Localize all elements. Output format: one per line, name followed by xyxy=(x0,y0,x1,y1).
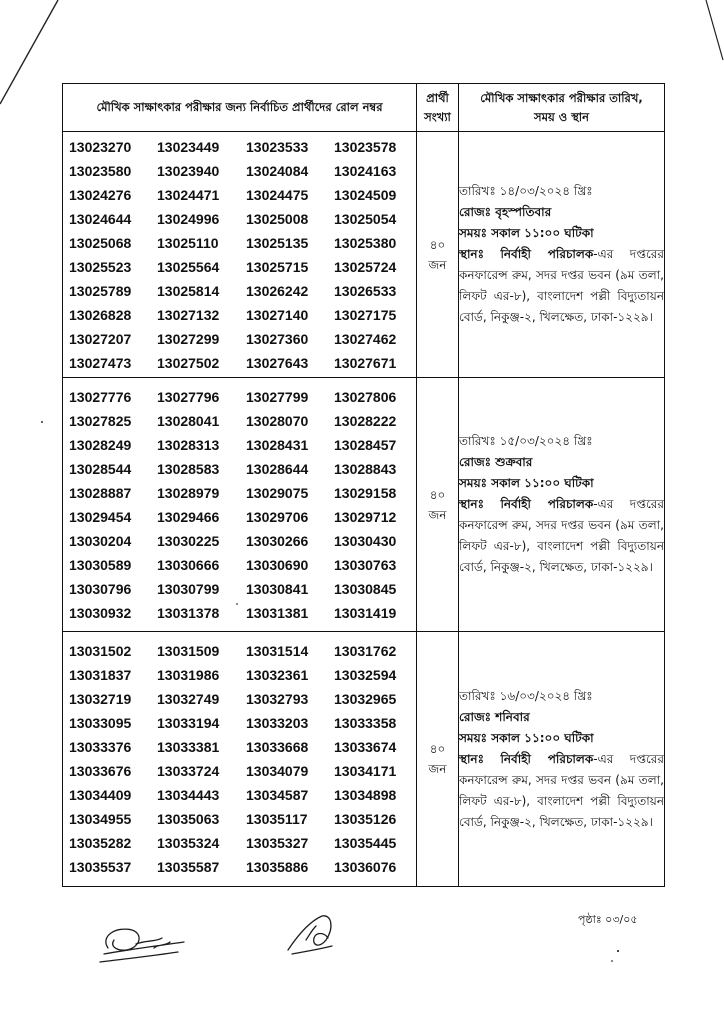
location-detail: -এর দপ্তরের কনফারেন্স রুম, সদর দপ্তর ভবন (৯ম তলা, লিফট এর-৮), বাংলাদেশ পল্লী বিদ্যুতায়ন বোর্ড, নিকুঞ্জ-২, খিলক্ষেত, ঢাকা-১২২৯। xyxy=(459,751,664,829)
roll-number: 13027473 xyxy=(69,354,132,371)
roll-number: 13028431 xyxy=(246,436,309,453)
schedule-day: রোজঃ শনিবার xyxy=(459,709,530,724)
candidate-count-cell xyxy=(417,132,459,378)
location-office: নির্বাহী পরিচালক xyxy=(500,751,594,766)
roll-number: 13035886 xyxy=(246,859,309,875)
roll-number: 13027825 xyxy=(69,412,132,429)
scan-speck xyxy=(611,960,613,962)
roll-number: 13031986 xyxy=(157,667,220,683)
scan-speck xyxy=(41,421,43,423)
schedule-day: রোজঃ বৃহস্পতিবার xyxy=(459,205,552,219)
roll-number: 13030841 xyxy=(246,580,309,597)
roll-number: 13035327 xyxy=(246,835,309,851)
roll-number: 13032793 xyxy=(246,691,309,707)
roll-number: 13025068 xyxy=(69,234,132,251)
roll-number: 13028843 xyxy=(334,460,397,477)
roll-number: 13034587 xyxy=(246,787,309,803)
roll-number: 13031762 xyxy=(334,643,397,659)
schedule-cell xyxy=(459,378,665,632)
roll-number: 13027806 xyxy=(334,388,397,405)
interview-schedule-table xyxy=(62,83,665,887)
roll-number: 13034955 xyxy=(69,811,132,827)
roll-number: 13033724 xyxy=(157,763,220,779)
header-schedule: মৌখিক সাক্ষাৎকার পরীক্ষার তারিখ, সময় ও স্থান xyxy=(459,84,665,132)
candidate-count-unit: জন xyxy=(428,507,447,522)
roll-number: 13028313 xyxy=(157,436,220,453)
roll-number: 13035445 xyxy=(334,835,397,851)
roll-number: 13036076 xyxy=(334,859,397,875)
roll-number: 13027502 xyxy=(157,354,220,371)
roll-number: 13026242 xyxy=(246,282,309,299)
roll-number: 13027799 xyxy=(246,388,309,405)
roll-number: 13027175 xyxy=(334,306,397,323)
roll-number: 13028544 xyxy=(69,460,132,477)
roll-number-grid xyxy=(63,385,416,625)
roll-number: 13034079 xyxy=(246,763,309,779)
roll-number: 13031381 xyxy=(246,604,309,621)
roll-number: 13034898 xyxy=(334,787,397,803)
roll-number: 13027360 xyxy=(246,330,309,347)
roll-number: 13027140 xyxy=(246,306,309,323)
roll-number: 13029075 xyxy=(246,484,309,501)
roll-number: 13023940 xyxy=(157,162,220,179)
schedule-location xyxy=(459,244,664,328)
candidate-count-cell xyxy=(417,378,459,632)
location-office: নির্বাহী পরিচালক xyxy=(500,497,594,511)
roll-number: 13033194 xyxy=(157,715,220,731)
group-row xyxy=(63,132,665,378)
roll-number: 13024509 xyxy=(334,186,397,203)
roll-number: 13030690 xyxy=(246,556,309,573)
roll-number: 13035063 xyxy=(157,811,220,827)
schedule-date: তারিখঃ ১৫/০৩/২০২৪ খ্রিঃ xyxy=(459,434,593,448)
roll-number: 13028070 xyxy=(246,412,309,429)
schedule-cell xyxy=(459,132,665,378)
roll-number: 13024644 xyxy=(69,210,132,227)
roll-number: 13035282 xyxy=(69,835,132,851)
roll-number: 13033381 xyxy=(157,739,220,755)
location-detail: -এর দপ্তরের কনফারেন্স রুম, সদর দপ্তর ভবন (৯ম তলা, লিফট এর-৮), বাংলাদেশ পল্লী বিদ্যুতায়ন বোর্ড, নিকুঞ্জ-২, খিলক্ষেত, ঢাকা-১২২৯। xyxy=(459,247,664,324)
roll-number-grid xyxy=(63,135,416,375)
roll-number: 13029454 xyxy=(69,508,132,525)
roll-number: 13035537 xyxy=(69,859,132,875)
schedule-location xyxy=(459,749,664,833)
roll-number: 13033095 xyxy=(69,715,132,731)
roll-number: 13032965 xyxy=(334,691,397,707)
candidate-count-unit: জন xyxy=(428,257,447,272)
roll-number: 13028583 xyxy=(157,460,220,477)
roll-number: 13024996 xyxy=(157,210,220,227)
schedule-date: তারিখঃ ১৪/০৩/২০২৪ খ্রিঃ xyxy=(459,184,593,198)
roll-number: 13033203 xyxy=(246,715,309,731)
schedule-day: রোজঃ শুক্রবার xyxy=(459,455,533,469)
location-office: নির্বাহী পরিচালক xyxy=(500,247,594,261)
roll-number: 13033676 xyxy=(69,763,132,779)
roll-number: 13025110 xyxy=(157,234,219,251)
roll-number: 13027643 xyxy=(246,354,309,371)
roll-number: 13029706 xyxy=(246,508,309,525)
roll-number: 13026533 xyxy=(334,282,397,299)
location-label: স্থানঃ xyxy=(459,247,484,261)
table-header-row xyxy=(63,84,665,132)
roll-number: 13030796 xyxy=(69,580,132,597)
header-candidate-count: প্রার্থী সংখ্যা xyxy=(417,84,459,132)
roll-number: 13027671 xyxy=(334,354,397,371)
roll-number: 13023533 xyxy=(246,138,309,155)
roll-number: 13031514 xyxy=(246,643,309,659)
location-detail: -এর দপ্তরের কনফারেন্স রুম, সদর দপ্তর ভবন (৯ম তলা, লিফট এর-৮), বাংলাদেশ পল্লী বিদ্যুতায়ন বোর্ড, নিকুঞ্জ-২, খিলক্ষেত, ঢাকা-১২২৯। xyxy=(459,497,664,574)
candidate-count-number: ৪০ xyxy=(429,742,446,756)
roll-number: 13024471 xyxy=(157,186,220,203)
candidate-count-cell xyxy=(417,632,459,887)
roll-number: 13030845 xyxy=(334,580,397,597)
roll-number: 13025564 xyxy=(157,258,220,275)
roll-number: 13030763 xyxy=(334,556,397,573)
roll-number: 13025523 xyxy=(69,258,132,275)
roll-number: 13030799 xyxy=(157,580,220,597)
roll-number: 13025008 xyxy=(246,210,309,227)
roll-number: 13025789 xyxy=(69,282,132,299)
roll-number: 13027462 xyxy=(334,330,397,347)
signature-right xyxy=(282,910,342,962)
roll-number: 13023449 xyxy=(157,138,220,155)
roll-number: 13025715 xyxy=(246,258,309,275)
roll-number: 13028041 xyxy=(157,412,220,429)
schedule-time: সময়ঃ সকাল ১১:০০ ঘটিকা xyxy=(459,476,594,490)
roll-number: 13023270 xyxy=(69,138,132,155)
roll-number: 13024276 xyxy=(69,186,132,203)
table-body xyxy=(63,132,665,887)
roll-number: 13034171 xyxy=(334,763,397,779)
schedule-time: সময়ঃ সকাল ১১:০০ ঘটিকা xyxy=(459,226,594,240)
roll-number: 13025054 xyxy=(334,210,397,227)
roll-number: 13028979 xyxy=(157,484,220,501)
roll-numbers-cell xyxy=(63,378,417,632)
candidate-count-unit: জন xyxy=(428,762,447,776)
roll-number: 13035126 xyxy=(334,811,397,827)
roll-number: 13031378 xyxy=(157,604,220,621)
location-label: স্থানঃ xyxy=(459,751,484,766)
roll-number: 13029466 xyxy=(157,508,220,525)
roll-number: 13034443 xyxy=(157,787,220,803)
roll-number: 13024084 xyxy=(246,162,309,179)
header-roll-numbers: মৌখিক সাক্ষাৎকার পরীক্ষার জন্য নির্বাচিত প্রার্থীদের রোল নম্বর xyxy=(63,84,417,132)
scan-artifact-line xyxy=(0,0,58,104)
roll-number: 13030204 xyxy=(69,532,132,549)
roll-number: 13031837 xyxy=(69,667,132,683)
roll-numbers-cell xyxy=(63,132,417,378)
roll-number: 13024163 xyxy=(334,162,397,179)
schedule-date: তারিখঃ ১৬/০৩/২০২৪ খ্রিঃ xyxy=(459,688,593,703)
schedule-location xyxy=(459,494,664,578)
roll-number: 13023580 xyxy=(69,162,132,179)
roll-number: 13030225 xyxy=(157,532,220,549)
roll-number: 13027132 xyxy=(157,306,220,323)
roll-number: 13033668 xyxy=(246,739,309,755)
scan-speck xyxy=(617,950,619,952)
roll-number: 13035117 xyxy=(246,811,308,827)
roll-number: 13033358 xyxy=(334,715,397,731)
roll-number: 13035324 xyxy=(157,835,220,851)
roll-number: 13030430 xyxy=(334,532,397,549)
roll-number: 13024475 xyxy=(246,186,309,203)
roll-number: 13023578 xyxy=(334,138,397,155)
roll-number: 13027776 xyxy=(69,388,132,405)
roll-number: 13030932 xyxy=(69,604,132,621)
roll-number: 13032719 xyxy=(69,691,132,707)
roll-number: 13030266 xyxy=(246,532,309,549)
page-number: পৃষ্ঠাঃ ০৩/০৫ xyxy=(578,913,638,926)
roll-number: 13034409 xyxy=(69,787,132,803)
roll-number: 13032749 xyxy=(157,691,220,707)
schedule-cell xyxy=(459,632,665,887)
roll-number: 13025380 xyxy=(334,234,397,251)
candidate-count-number: ৪০ xyxy=(429,487,446,502)
roll-number: 13030589 xyxy=(69,556,132,573)
roll-number: 13026828 xyxy=(69,306,132,323)
roll-number: 13032361 xyxy=(246,667,309,683)
roll-number: 13029712 xyxy=(334,508,397,525)
roll-number: 13030666 xyxy=(157,556,220,573)
roll-number: 13027299 xyxy=(157,330,220,347)
signature-left xyxy=(96,920,192,970)
roll-number: 13029158 xyxy=(334,484,397,501)
roll-number: 13031419 xyxy=(334,604,397,621)
group-row xyxy=(63,632,665,887)
roll-number: 13027207 xyxy=(69,330,132,347)
scan-artifact-line xyxy=(706,0,723,60)
roll-number: 13031502 xyxy=(69,643,132,659)
roll-number: 13035587 xyxy=(157,859,220,875)
roll-number: 13028457 xyxy=(334,436,397,453)
roll-number: 13033674 xyxy=(334,739,397,755)
roll-number: 13028887 xyxy=(69,484,132,501)
candidate-count-number: ৪০ xyxy=(429,237,446,252)
roll-number: 13025724 xyxy=(334,258,397,275)
roll-number: 13028222 xyxy=(334,412,397,429)
roll-numbers-cell xyxy=(63,632,417,887)
roll-number: 13032594 xyxy=(334,667,397,683)
roll-number: 13025135 xyxy=(246,234,309,251)
roll-number: 13028644 xyxy=(246,460,309,477)
roll-number: 13028249 xyxy=(69,436,132,453)
roll-number: 13033376 xyxy=(69,739,132,755)
schedule-time: সময়ঃ সকাল ১১:০০ ঘটিকা xyxy=(459,730,594,745)
group-row xyxy=(63,378,665,632)
roll-number-grid xyxy=(63,639,416,879)
roll-number: 13025814 xyxy=(157,282,220,299)
roll-number: 13031509 xyxy=(157,643,220,659)
location-label: স্থানঃ xyxy=(459,497,484,511)
roll-number: 13027796 xyxy=(157,388,220,405)
